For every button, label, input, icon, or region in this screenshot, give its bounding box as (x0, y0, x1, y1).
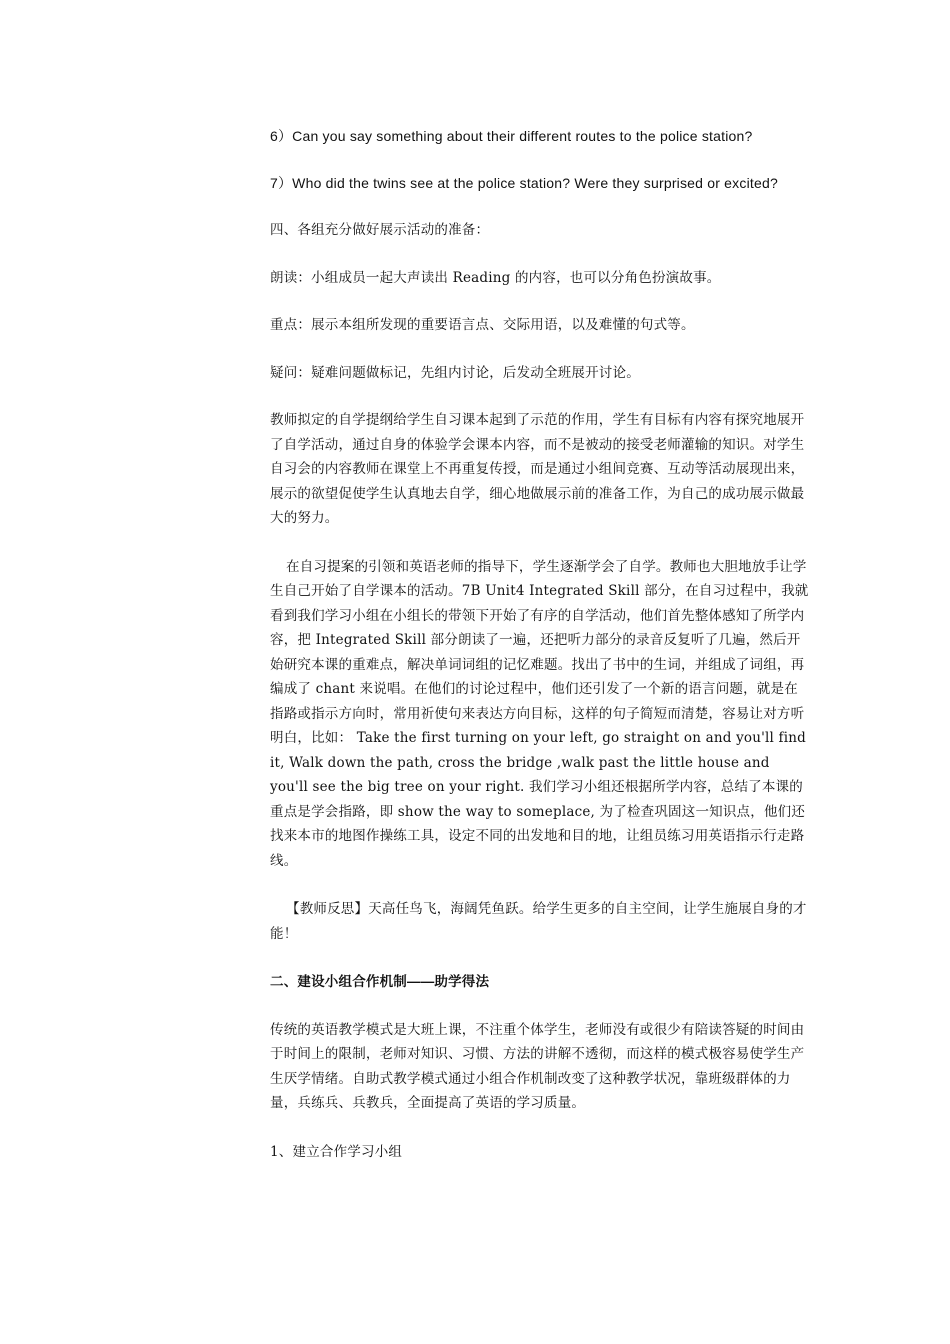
subsection-1-title: 1、建立合作学习小组 (270, 1143, 403, 1160)
paragraph-teacher-outline: 教师拟定的自学提纲给学生自习课本起到了示范的作用，学生有目标有内容有探究地展开了自学活动，通过自身的体验学会课本内容，而不是被动的接受老师灌输的知识。对学生自习会的内容教师在课堂上不再重复传授，而是通过小组间竞赛、互动等活动展现出来，展示的欲望促使学生认真地去自学，细心地做展示前的准备工作，为自己的成功展示做最大的努力。 (270, 412, 805, 526)
item-focus: 重点：展示本组所发现的重要语言点、交际用语，以及难懂的句式等。 (270, 317, 695, 333)
section-2-title: 二、建设小组合作机制——助学得法 (270, 974, 490, 989)
section-4-title: 四、各组充分做好展示活动的准备： (270, 222, 490, 238)
paragraph-traditional-teaching: 传统的英语教学模式是大班上课，不注重个体学生，老师没有或很少有陪读答疑的时间由于时间上的限制，老师对知识、习惯、方法的讲解不透彻，而这样的模式极容易使学生产生厌学情绪。自助式教学模式通过小组合作机制改变了这种教学状况，靠班级群体的力量，兵练兵、兵教兵，全面提高了英语的学习质量。 (270, 1021, 805, 1111)
question-7: 7）Who did the twins see at the police station? Were they surprised or excited? (270, 175, 778, 191)
document-body (270, 124, 810, 1187)
teacher-reflection: 【教师反思】天高任鸟飞，海阔凭鱼跃。给学生更多的自主空间，让学生施展自身的才能！ (270, 901, 807, 942)
item-reading: 朗读：小组成员一起大声读出 Reading 的内容，也可以分角色扮演故事。 (270, 269, 721, 286)
question-6: 6）Can you say something about their different routes to the police station? (270, 128, 753, 144)
paragraph-guidance: 在自习提案的引领和英语老师的指导下，学生逐渐学会了自学。教师也大胆地放手让学生自己开始了自学课本的活动。7B Unit4 Integrated Skill 部分，在自习过程中，我就看到我们学习小组在小组长的带领下开始了有序的自学活动，他们首先整体感知了所学内容，把 Integrated Skill 部分朗读了一遍，还把听力部分的录音反复听了几遍，然后开始研究本课的重难点，解决单词词组的记忆难题。找出了书中的生词，并组成了词组，再编成了 chant 来说唱。在他们的讨论过程中，他们还引发了一个新的语言问题，就是在指路或指示方向时，常用祈使句来表达方向目标，这样的句子简短而清楚，容易让对方听明白，比如： Take the first turning on your left, go straight on and you'll find it, Walk down the path, cross the bridge ,walk past the little house and you'll see the big tree on your right. 我们学习小组还根据所学内容，总结了本课的重点是学会指路，即 show the way to someplace, 为了检查巩固这一知识点，他们还找来本市的地图作操练工具，设定不同的出发地和目的地，让组员练习用英语指示行走路线。 (270, 558, 809, 869)
item-questions: 疑问：疑难问题做标记，先组内讨论，后发动全班展开讨论。 (270, 364, 640, 381)
